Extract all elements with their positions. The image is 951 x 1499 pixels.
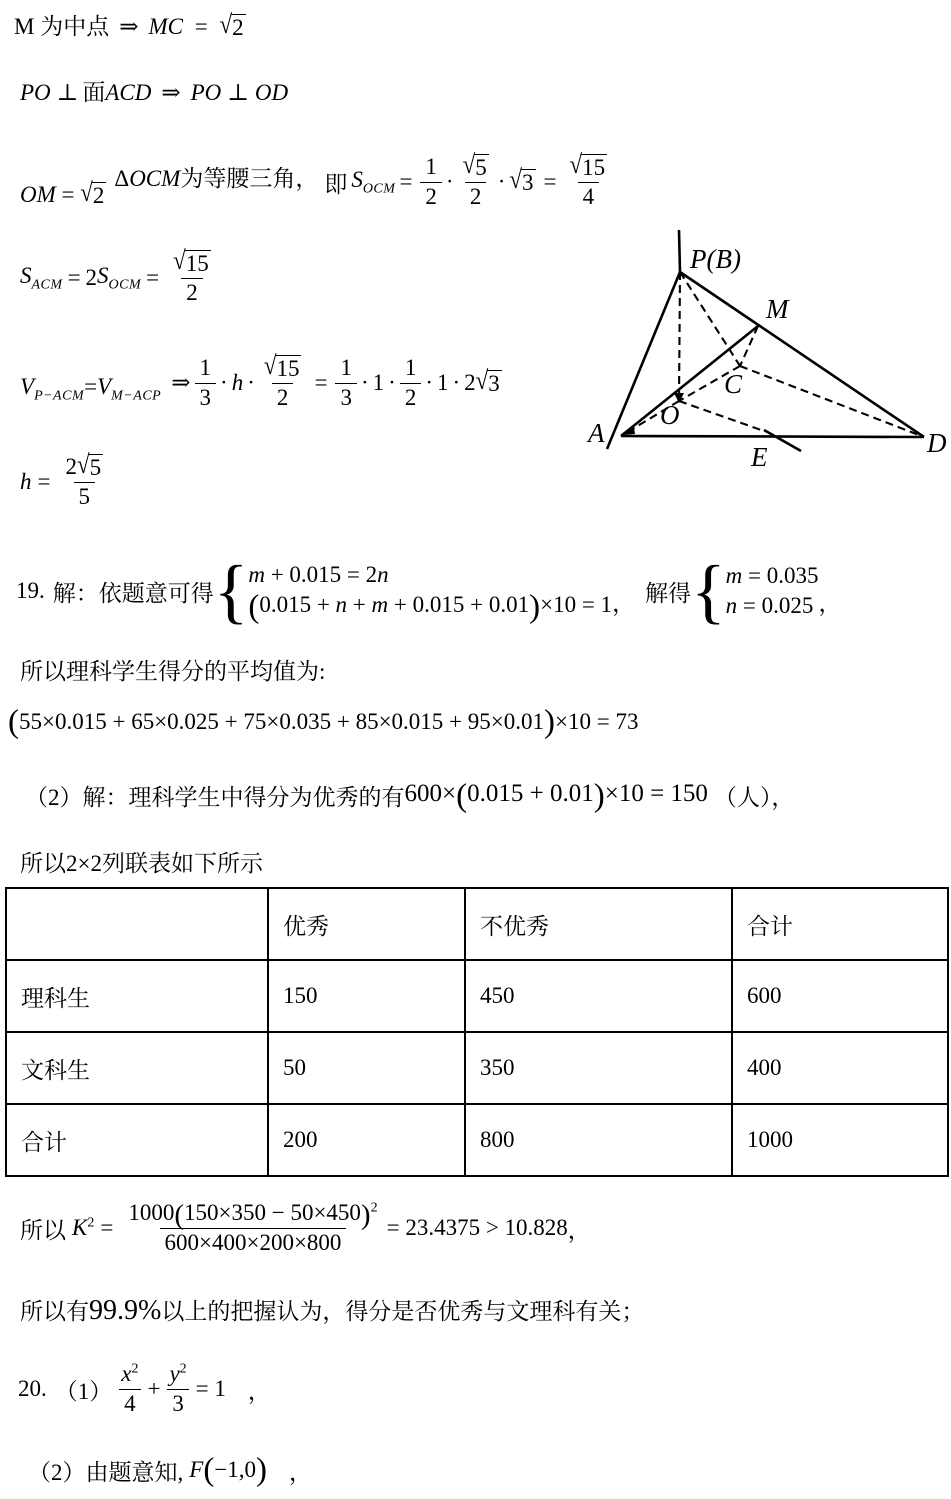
cdot: · (445, 169, 454, 194)
header-empty (6, 888, 268, 960)
problem-number: 20. (18, 1376, 47, 1401)
table-row (6, 960, 948, 1032)
conclusion-post: 以上的把握认为，得分是否优秀与文理科有关； (161, 1299, 645, 1324)
label-a: A (588, 418, 605, 448)
line1-expr: MC (148, 14, 183, 39)
close-paren: ) (256, 1451, 268, 1488)
frac-1-2b: $\frac{1}{2}$ (400, 355, 422, 411)
part-label: （1） (54, 1378, 113, 1404)
confidence-percent: 99.9% (89, 1295, 162, 1326)
cdot: · (360, 370, 369, 395)
close-paren: ) (544, 703, 555, 740)
equals-one: = 1 (195, 1376, 226, 1401)
sqrt-3: √ 3 (475, 365, 500, 396)
sqrt-2: √ 2 (219, 10, 244, 40)
cell-value: 400 (732, 1032, 948, 1104)
table-row (6, 1032, 948, 1104)
open-paren: ( (203, 1451, 215, 1488)
row-label: 合计 (6, 1104, 268, 1176)
plus: + (147, 1376, 161, 1401)
k2-result: = 23.4375 > 10.828 (386, 1215, 568, 1240)
frac-sqrt15-2b: √ 15 2 (263, 350, 300, 410)
part2-label: （2） (25, 784, 83, 810)
cell-value: 150 (268, 960, 465, 1032)
label-d: D (927, 428, 947, 458)
equation-system (213, 550, 613, 631)
header-total: 合计 (732, 888, 948, 960)
line-problem19 (16, 551, 841, 631)
equals: = (314, 370, 328, 395)
row-label: 文科生 (6, 1032, 268, 1104)
line-part2 (25, 773, 794, 817)
frac-1-2: $\frac{1}{2}$ (420, 154, 442, 210)
problem-number: 19. (16, 578, 45, 603)
cdot: · (220, 370, 228, 395)
arrowhead-a (622, 427, 635, 435)
left-brace: { (213, 550, 249, 631)
od: OD (254, 80, 289, 105)
s-ocm: $S_{OCM}$ (351, 166, 396, 197)
line-conclusion (20, 1293, 644, 1327)
header-excellent: 优秀 (268, 888, 465, 960)
cell-value: 1000 (732, 1104, 948, 1176)
focus-f: F (189, 1457, 204, 1482)
frac-1-3: $\frac{1}{3}$ (195, 355, 217, 411)
tetrahedron-diagram (559, 222, 951, 472)
solution-char: 解： (52, 580, 99, 606)
cdot: · (452, 370, 461, 395)
cell-value: 450 (465, 960, 732, 1032)
implies-symbol: ⇒ (119, 14, 139, 39)
line-table-intro (20, 845, 263, 878)
system-eq2: (0.015 + n + m + 0.015 + 0.01)×10 = 1 (248, 588, 613, 625)
equals: = (37, 469, 51, 494)
label-m: M (766, 294, 789, 324)
cdot: · (247, 370, 255, 395)
frac-sqrt15-2: √ 15 2 (173, 245, 209, 305)
cdot: · (388, 370, 396, 395)
line-sacm (20, 242, 220, 314)
intro-post: 列联表如下所示 (101, 851, 263, 876)
solution-system (691, 550, 819, 631)
sqrt-3: √ 3 (509, 164, 534, 195)
solution-char: 解： (82, 784, 129, 810)
implies-symbol: ⇒ (171, 370, 191, 395)
table-row (6, 1104, 948, 1176)
line-average-label (20, 653, 325, 686)
cell-value: 350 (465, 1032, 732, 1104)
line-po-perp (20, 74, 288, 107)
table-header-row (6, 888, 948, 960)
line-problem20 (18, 1349, 271, 1429)
intro-pre: 所以 (20, 851, 66, 876)
contingency-table (5, 887, 949, 1177)
label-p: P(B) (690, 244, 741, 274)
line1-text: M 为中点 (14, 14, 110, 39)
line-h (20, 446, 112, 518)
cdot: · (425, 370, 433, 395)
cell-value: 200 (268, 1104, 465, 1176)
perp-symbol2: ⊥ (227, 80, 249, 105)
conclusion-pre: 所以有 (20, 1299, 89, 1324)
frac-2sqrt5-5: 2 √ 5 5 (65, 449, 102, 509)
line-mc (14, 8, 246, 41)
comma: ， (818, 590, 842, 616)
intro-text: 依题意可得 (98, 580, 214, 606)
s-acm: $S_{ACM}$ (20, 262, 63, 293)
line-k2 (20, 1186, 591, 1270)
comma: ， (567, 1217, 591, 1243)
one: 1 (372, 370, 385, 395)
line-average-formula (8, 700, 638, 744)
comma: ， (247, 1378, 271, 1404)
open-paren: ( (8, 703, 19, 740)
label-e: E (751, 442, 768, 472)
triangle-text: ΔOCM为等腰三角， (114, 165, 319, 191)
one: 1 (436, 370, 449, 395)
comma: ， (612, 590, 636, 616)
solve-text: 解得 (645, 580, 692, 606)
part-label: （2） (28, 1459, 86, 1485)
line-problem20b (28, 1448, 312, 1492)
frac-y2-3: $\frac{y^2}{3}$ (164, 1361, 191, 1417)
perp-symbol: ⊥ (56, 80, 79, 105)
plane-acd: ACD (105, 80, 152, 105)
solution-1: m = 0.035 (725, 562, 819, 588)
part2-formula: 600×(0.015 + 0.01)×10 = 150 (404, 778, 708, 815)
average-label-text: 所以理科学生得分的平均值为: (20, 659, 326, 684)
coef-2: 2 (85, 265, 98, 290)
focus-coords: −1,0 (214, 1457, 257, 1482)
coef-2: 2 (464, 370, 476, 395)
frac-sqrt5-2: √ 5 2 (462, 149, 487, 209)
solution-2: n = 0.025 (725, 592, 814, 618)
equals: = (100, 1215, 114, 1240)
cell-value: 600 (732, 960, 948, 1032)
po2: PO (190, 80, 222, 105)
system-eq1: m + 0.015 = 2n (248, 561, 389, 587)
k-squared: $K^2$ (72, 1215, 95, 1240)
label-o: O (660, 400, 680, 430)
k2-pre: 所以 (20, 1217, 66, 1243)
by-problem-text: 由题意知, (85, 1459, 184, 1485)
average-result: ×10 = 73 (555, 709, 639, 734)
left-brace: { (691, 550, 726, 631)
k2-denominator: 600×400×200×800 (160, 1228, 347, 1256)
frac-sqrt15-4: √ 15 4 (569, 149, 606, 209)
equals: = (67, 265, 81, 290)
comma: ， (289, 1459, 313, 1485)
equals: = (194, 14, 208, 39)
header-not-excellent: 不优秀 (465, 888, 732, 960)
geometry-figure (559, 222, 951, 472)
average-expression: 55×0.015 + 65×0.025 + 75×0.035 + 85×0.015 + 95×0.01 (19, 709, 544, 734)
implies-symbol: ⇒ (161, 80, 181, 105)
two-by-two: 2×2 (66, 851, 102, 876)
part2-suffix: （人）， (713, 784, 795, 810)
frac-1-3b: $\frac{1}{3}$ (335, 355, 357, 411)
k2-numerator: $1000(150\times 350 - 50\times 450)^2$ (128, 1198, 378, 1231)
cell-value: 50 (268, 1032, 465, 1104)
equals: = (399, 169, 413, 194)
cdot: · (497, 169, 506, 194)
plane-char: 面 (82, 80, 106, 105)
line-socm (20, 146, 616, 218)
line-volume (20, 347, 502, 419)
k2-fraction (123, 1200, 382, 1257)
row-label: 理科生 (6, 960, 268, 1032)
om-eq: OM = √ 2 (20, 177, 105, 208)
label-c: C (724, 369, 743, 399)
cell-value: 800 (465, 1104, 732, 1176)
equals: = (146, 265, 160, 290)
s-ocm2: $S_{OCM}$ (97, 262, 142, 293)
then-char: 即 (324, 171, 348, 197)
equals: = (543, 169, 557, 194)
h-var: h (20, 469, 32, 494)
po: PO (20, 80, 51, 105)
h-var: h (231, 370, 244, 395)
v-equality: $V_{P-ACM}=V_{M-ACP}$ (20, 373, 162, 404)
part2-text: 理科学生中得分为优秀的有 (128, 784, 405, 810)
frac-x2-4: $\frac{x^2}{4}$ (116, 1361, 143, 1417)
